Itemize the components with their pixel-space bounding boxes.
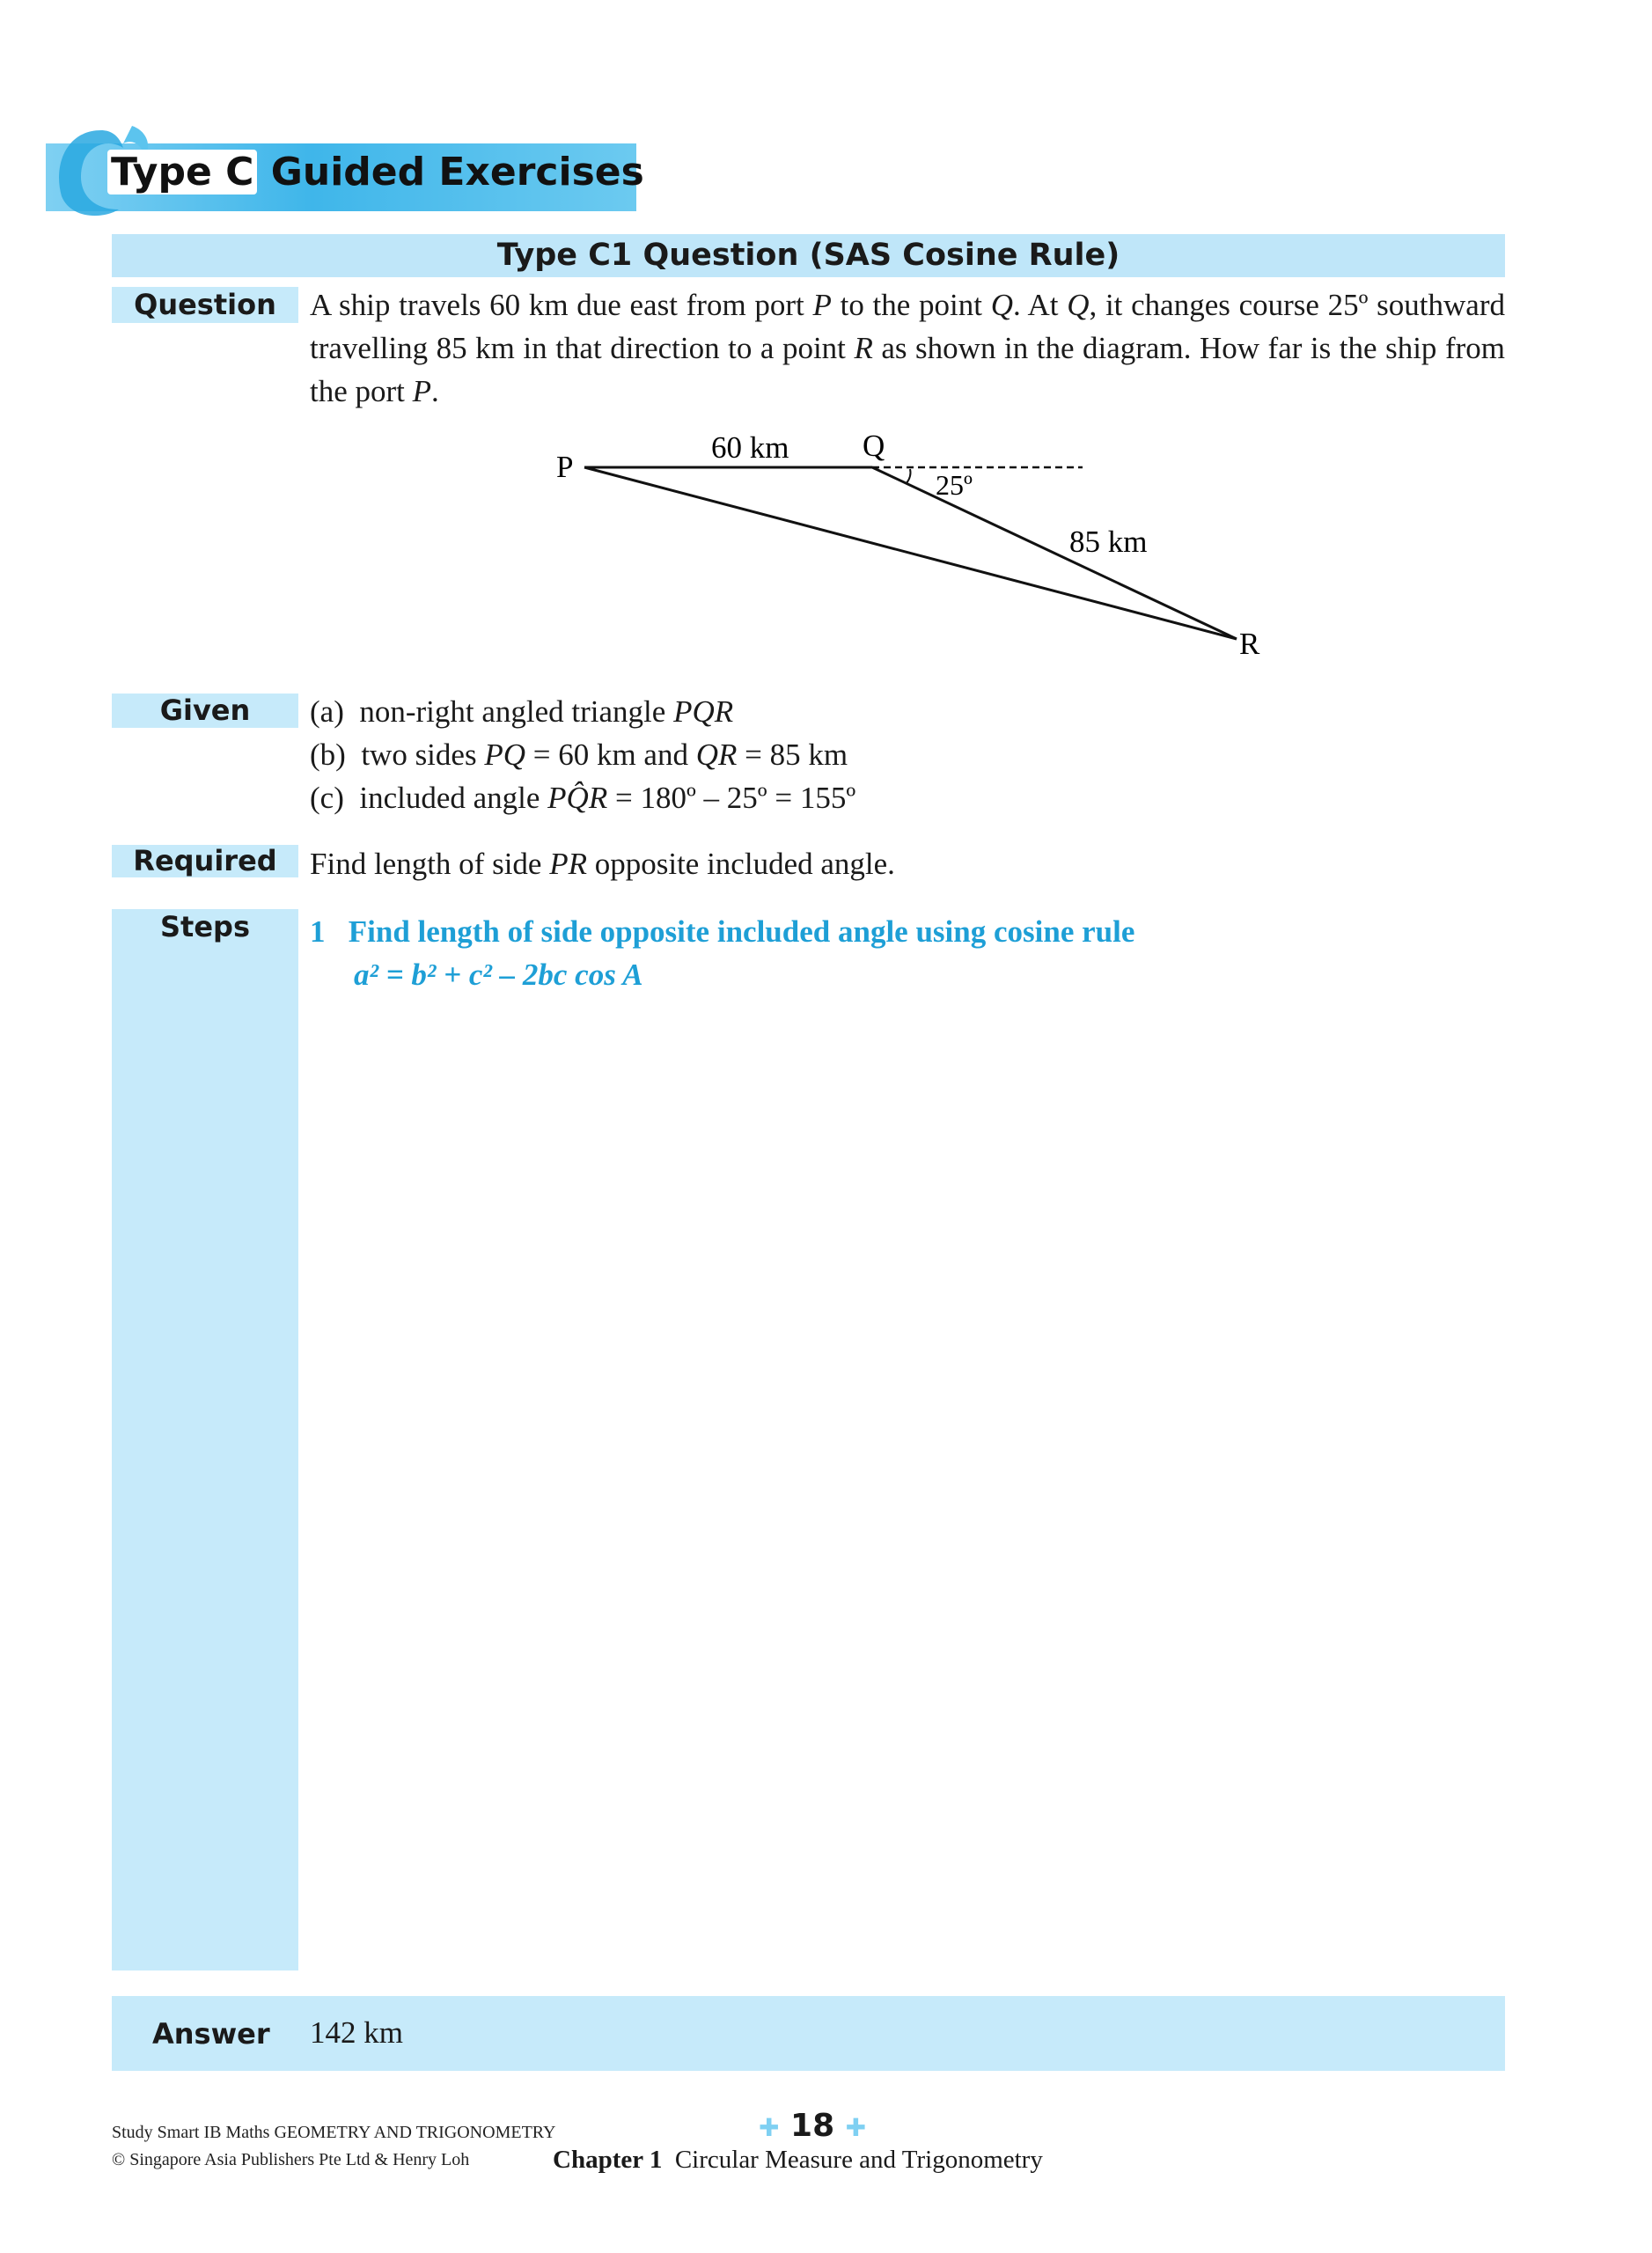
given-label: Given (112, 694, 298, 728)
steps-column (112, 909, 298, 1970)
answer-value: 142 km (310, 2015, 403, 2050)
triangle-diagram (0, 0, 1652, 704)
section-title: Type C1 Question (SAS Cosine Rule) (112, 234, 1505, 277)
question-text: A ship travels 60 km due east from port P to the point Q. At Q, it changes course 25º southward travelling 85 km in that direction to a point R as shown in the diagram. How far is the ship from the port P. (310, 288, 1506, 408)
question-label: Question (112, 287, 298, 323)
diamond-icon: ✚ (845, 2113, 867, 2142)
given-item: (a) non-right angled triangle PQR (310, 694, 734, 729)
step-1 (310, 910, 1134, 996)
side-qr (872, 467, 1237, 639)
page-number: ✚ 18 ✚ (759, 2108, 867, 2144)
pq-length-label: 60 km (711, 430, 789, 465)
angle-arc (907, 469, 911, 483)
diamond-icon: ✚ (759, 2113, 780, 2142)
given-item: (b) two sides PQ = 60 km and QR = 85 km (310, 738, 848, 772)
required-label: Required (112, 845, 298, 877)
footer-book-title: Study Smart IB Maths GEOMETRY AND TRIGONOMETRY (112, 2123, 556, 2142)
step-number: 1 (310, 914, 326, 949)
answer-label: Answer (152, 2017, 270, 2051)
footer-copyright: © Singapore Asia Publishers Pte Ltd & Henry Loh (112, 2150, 470, 2169)
given-list (310, 690, 1505, 819)
point-p-label: P (556, 450, 574, 484)
step-formula: a² = b² + c² – 2bc cos A (354, 958, 643, 992)
qr-length-label: 85 km (1069, 525, 1148, 559)
steps-label: Steps (160, 910, 250, 943)
point-r-label: R (1239, 627, 1260, 661)
given-item: (c) included angle PQ̂R = 180º – 25º = 155º (310, 781, 856, 815)
step-title: Find length of side opposite included angle using cosine rule (348, 914, 1135, 949)
chapter-footer: Chapter 1 Circular Measure and Trigonometry (553, 2146, 1043, 2174)
type-label: Type C (107, 150, 257, 194)
required-text: Find length of side PR opposite included angle. (310, 847, 895, 881)
banner-heading: Guided Exercises (270, 150, 644, 194)
angle-label: 25º (936, 469, 973, 501)
point-q-label: Q (863, 429, 885, 463)
